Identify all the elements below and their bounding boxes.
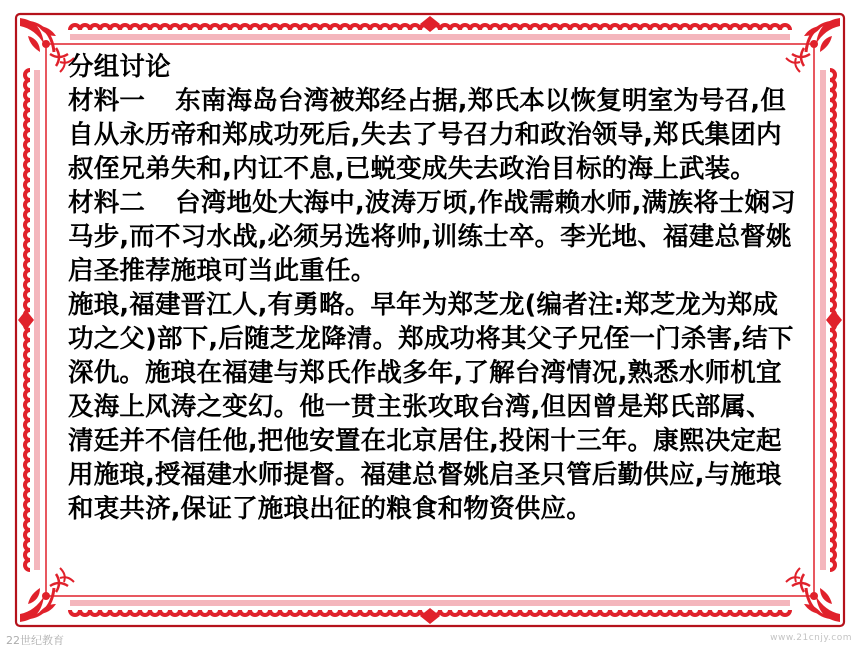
material-two-label: 材料二: [68, 188, 146, 218]
footer-watermark-left: 22世纪教育: [6, 634, 64, 645]
footer-strip: [0, 632, 860, 645]
heading: 分组讨论: [68, 52, 171, 82]
material-one: [68, 84, 796, 186]
material-one-label: 材料一: [68, 86, 146, 116]
corner-ornament-bottom-right: [786, 568, 840, 622]
footer-watermark-right: www.21cnjy.com: [770, 633, 852, 643]
material-two: [68, 186, 796, 288]
paragraph-shi-lang: 施琅,福建晋江人,有勇略。早年为郑芝龙(编者注:郑芝龙为郑成功之父)部下,后随芝龙降清。郑成功将其父子兄侄一门杀害,结下深仇。施琅在福建与郑氏作战多年,了解台湾情况,熟悉水师机宜及海上风涛之变幻。他一贯主张攻取台湾,但因曾是郑氏部属、清廷并不信任他,把他安置在北京居住,投闲十三年。康熙决定起用施琅,授福建水师提督。福建总督姚启圣只管后勤供应,与施琅和衷共济,保证了施琅出征的粮食和物资供应。: [68, 290, 794, 524]
corner-ornament-top-left: [20, 18, 74, 72]
material-one-text: 东南海岛台湾被郑经占据,郑氏本以恢复明室为号召,但自从永历帝和郑成功死后,失去了号召力和政治领导,郑氏集团内叔侄兄弟失和,内讧不息,已蜕变成失去政治目标的海上武装。: [68, 86, 786, 184]
corner-ornament-bottom-left: [20, 568, 74, 622]
slide-content: [68, 50, 796, 526]
material-two-text: 台湾地处大海中,波涛万顷,作战需赖水师,满族将士娴习马步,而不习水战,必须另选将帅,训练士卒。李光地、福建总督姚启圣推荐施琅可当此重任。: [68, 188, 796, 286]
